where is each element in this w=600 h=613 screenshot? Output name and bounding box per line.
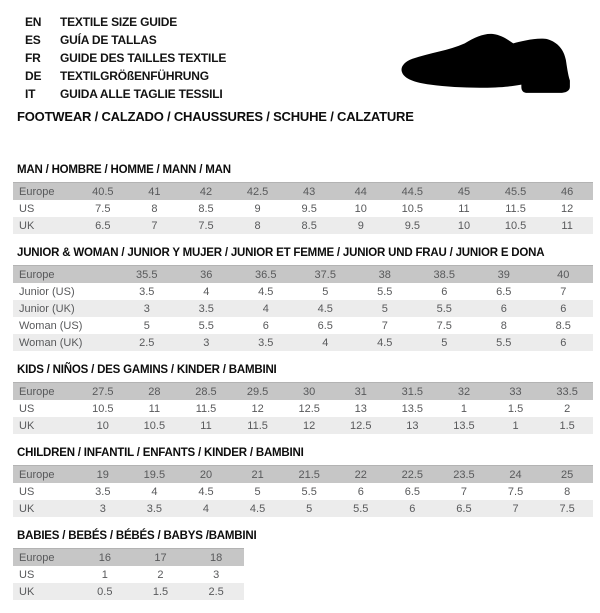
size-cell: 4.5 xyxy=(198,485,214,498)
size-cell: 13 xyxy=(354,402,367,415)
dress-shoe-icon xyxy=(400,33,580,95)
size-cell: 8.5 xyxy=(198,202,214,215)
language-title: TEXTILGRÖßENFÜHRUNG xyxy=(60,69,209,83)
size-cell: 9 xyxy=(254,202,261,215)
size-cell: 1.5 xyxy=(133,583,189,600)
size-cell: 9.5 xyxy=(387,217,439,234)
size-cell: 6.5 xyxy=(77,217,129,234)
size-cell: 3.5 xyxy=(129,500,181,517)
language-row-it xyxy=(25,85,226,103)
size-row-woman-us xyxy=(13,317,593,334)
size-cell: 2.5 xyxy=(188,583,244,600)
language-list xyxy=(25,13,226,103)
size-cell: 3.5 xyxy=(236,334,296,351)
size-cell: 6.5 xyxy=(404,485,420,498)
row-label: Europe xyxy=(13,549,77,567)
size-cell: 3 xyxy=(213,568,220,581)
size-table xyxy=(13,182,593,234)
language-code: IT xyxy=(25,87,36,101)
size-cell: 39 xyxy=(474,266,534,284)
size-cell: 4 xyxy=(296,334,356,351)
size-table-title: JUNIOR & WOMAN / JUNIOR Y MUJER / JUNIOR ET FEMME / JUNIOR UND FRAU / JUNIOR E DONA xyxy=(17,247,545,259)
row-label: Europe xyxy=(13,183,77,201)
size-cell: 12.5 xyxy=(335,417,387,434)
row-label: UK xyxy=(13,500,77,517)
size-cell: 1 xyxy=(460,402,468,415)
size-cell: 3.5 xyxy=(95,485,111,498)
size-cell: 9.5 xyxy=(301,202,317,215)
size-table xyxy=(13,265,593,351)
size-cell: 24 xyxy=(490,466,542,484)
size-cell: 36.5 xyxy=(236,266,296,284)
language-row-fr xyxy=(25,49,226,67)
size-cell: 38.5 xyxy=(415,266,475,284)
size-row-junior-us xyxy=(13,283,593,300)
size-cell: 8.5 xyxy=(555,319,571,332)
size-cell: 30 xyxy=(283,383,335,401)
size-cell: 5 xyxy=(322,285,329,298)
size-cell: 44.5 xyxy=(387,183,439,201)
language-title: GUIDA ALLE TAGLIE TESSILI xyxy=(60,87,223,101)
size-cell: 20 xyxy=(180,466,232,484)
size-cell: 11 xyxy=(180,417,232,434)
language-title: GUÍA DE TALLAS xyxy=(60,33,157,47)
size-cell: 5.5 xyxy=(335,500,387,517)
size-cell: 3 xyxy=(117,300,177,317)
size-cell: 4.5 xyxy=(355,334,415,351)
size-cell: 6 xyxy=(474,300,534,317)
size-cell: 28 xyxy=(129,383,181,401)
row-label: UK xyxy=(13,417,77,434)
size-cell: 11 xyxy=(458,202,470,215)
size-table xyxy=(13,465,593,517)
size-cell: 2 xyxy=(564,402,571,415)
size-row-us xyxy=(13,400,593,417)
size-cell: 33 xyxy=(490,383,542,401)
size-cell: 1.5 xyxy=(541,417,593,434)
size-table-section xyxy=(13,364,587,434)
size-cell: 6 xyxy=(534,334,594,351)
size-cell: 28.5 xyxy=(180,383,232,401)
language-code: EN xyxy=(25,15,42,29)
size-cell: 32 xyxy=(438,383,490,401)
language-title: TEXTILE SIZE GUIDE xyxy=(60,15,178,29)
row-label: Woman (US) xyxy=(19,319,83,332)
row-label: Woman (UK) xyxy=(13,334,117,351)
size-cell: 11.5 xyxy=(195,402,217,415)
size-cell: 43 xyxy=(283,183,335,201)
row-label: Europe xyxy=(13,266,117,284)
size-cell: 37.5 xyxy=(296,266,356,284)
row-label: Europe xyxy=(13,466,77,484)
size-cell: 21.5 xyxy=(283,466,335,484)
size-cell: 25 xyxy=(541,466,593,484)
size-cell: 5 xyxy=(143,319,150,332)
size-cell: 7.5 xyxy=(180,217,232,234)
size-table-section xyxy=(13,530,587,600)
size-cell: 10 xyxy=(354,202,367,215)
size-row-europe xyxy=(13,383,593,401)
size-table-section xyxy=(13,164,587,234)
size-cell: 7 xyxy=(460,485,468,498)
size-cell: 7 xyxy=(560,285,567,298)
size-row-uk xyxy=(13,583,244,600)
size-cell: 5 xyxy=(283,500,335,517)
size-cell: 11.5 xyxy=(232,417,284,434)
size-cell: 8 xyxy=(232,217,284,234)
size-cell: 40.5 xyxy=(77,183,129,201)
size-row-junior-uk xyxy=(13,300,593,317)
row-label: Junior (UK) xyxy=(13,300,117,317)
size-cell: 2 xyxy=(157,568,164,581)
row-label: US xyxy=(19,402,35,415)
size-cell: 4 xyxy=(236,300,296,317)
row-label: Junior (US) xyxy=(19,285,75,298)
size-cell: 4 xyxy=(151,485,158,498)
size-cell: 12.5 xyxy=(298,402,320,415)
size-cell: 0.5 xyxy=(77,583,133,600)
size-cell: 45 xyxy=(438,183,490,201)
size-cell: 2.5 xyxy=(117,334,177,351)
size-cell: 42 xyxy=(180,183,232,201)
size-cell: 31 xyxy=(335,383,387,401)
size-cell: 9 xyxy=(335,217,387,234)
row-label: US xyxy=(19,202,35,215)
size-cell: 6.5 xyxy=(438,500,490,517)
row-label: Europe xyxy=(13,383,77,401)
size-cell: 7 xyxy=(381,319,388,332)
language-code: DE xyxy=(25,69,42,83)
size-cell: 4.5 xyxy=(296,300,356,317)
size-cell: 10.5 xyxy=(129,417,181,434)
size-cell: 5 xyxy=(355,300,415,317)
size-cell: 7.5 xyxy=(95,202,111,215)
size-table-title: KIDS / NIÑOS / DES GAMINS / KINDER / BAMBINI xyxy=(17,364,277,376)
size-row-us xyxy=(13,200,593,217)
size-cell: 19 xyxy=(77,466,129,484)
size-cell: 31.5 xyxy=(387,383,439,401)
size-cell: 7.5 xyxy=(436,319,452,332)
size-cell: 7 xyxy=(129,217,181,234)
size-cell: 45.5 xyxy=(490,183,542,201)
size-cell: 5.5 xyxy=(301,485,317,498)
size-row-us xyxy=(13,566,244,583)
size-cell: 11.5 xyxy=(505,202,526,215)
size-table xyxy=(13,548,244,600)
size-cell: 8 xyxy=(151,202,158,215)
row-label: US xyxy=(19,568,35,581)
size-cell: 21 xyxy=(232,466,284,484)
size-cell: 6 xyxy=(387,500,439,517)
size-cell: 19.5 xyxy=(129,466,181,484)
size-cell: 46 xyxy=(541,183,593,201)
size-cell: 4.5 xyxy=(258,285,274,298)
size-cell: 12 xyxy=(561,202,574,215)
size-cell: 27.5 xyxy=(77,383,129,401)
size-cell: 8 xyxy=(500,319,507,332)
size-cell: 4 xyxy=(203,285,210,298)
size-cell: 5.5 xyxy=(474,334,534,351)
size-cell: 17 xyxy=(133,549,189,567)
size-cell: 18 xyxy=(188,549,244,567)
size-cell: 5 xyxy=(254,485,261,498)
size-cell: 6 xyxy=(357,485,364,498)
language-code: FR xyxy=(25,51,41,65)
size-cell: 11 xyxy=(541,217,593,234)
size-cell: 7.5 xyxy=(507,485,524,498)
language-row-en xyxy=(25,13,226,31)
size-cell: 8.5 xyxy=(283,217,335,234)
size-cell: 22.5 xyxy=(387,466,439,484)
size-cell: 12 xyxy=(251,402,264,415)
size-cell: 13.5 xyxy=(438,417,490,434)
size-row-europe xyxy=(13,549,244,567)
size-table-section xyxy=(13,247,587,351)
size-cell: 10.5 xyxy=(401,202,424,215)
size-row-us xyxy=(13,483,593,500)
size-cell: 3 xyxy=(177,334,237,351)
size-cell: 5.5 xyxy=(198,319,214,332)
size-cell: 22 xyxy=(335,466,387,484)
size-cell: 3.5 xyxy=(177,300,237,317)
size-table-title: CHILDREN / INFANTIL / ENFANTS / KINDER / BAMBINI xyxy=(17,447,304,459)
language-row-es xyxy=(25,31,226,49)
size-row-europe xyxy=(13,183,593,201)
size-cell: 35.5 xyxy=(117,266,177,284)
language-row-de xyxy=(25,67,226,85)
size-cell: 12 xyxy=(283,417,335,434)
language-code: ES xyxy=(25,33,41,47)
size-cell: 4 xyxy=(180,500,232,517)
size-cell: 3 xyxy=(77,500,129,517)
size-cell: 1.5 xyxy=(507,402,524,415)
size-cell: 11 xyxy=(148,402,161,415)
size-row-uk xyxy=(13,217,593,234)
size-cell: 36 xyxy=(177,266,237,284)
size-cell: 13.5 xyxy=(401,402,424,415)
size-cell: 3.5 xyxy=(139,285,155,298)
category-heading: FOOTWEAR / CALZADO / CHAUSSURES / SCHUHE / CALZATURE xyxy=(17,109,414,124)
size-table-title: BABIES / BEBÉS / BÉBÉS / BABYS /BAMBINI xyxy=(17,530,257,542)
size-cell: 41 xyxy=(129,183,181,201)
size-cell: 6.5 xyxy=(496,285,512,298)
row-label: UK xyxy=(13,217,77,234)
size-row-uk xyxy=(13,500,593,517)
size-cell: 13 xyxy=(387,417,439,434)
size-cell: 10 xyxy=(438,217,490,234)
size-cell: 10.5 xyxy=(490,217,542,234)
size-cell: 44 xyxy=(335,183,387,201)
size-table-title: MAN / HOMBRE / HOMME / MANN / MAN xyxy=(17,164,231,176)
row-label: UK xyxy=(13,583,77,600)
size-cell: 8 xyxy=(564,485,571,498)
size-cell: 10 xyxy=(77,417,129,434)
size-cell: 16 xyxy=(77,549,133,567)
row-label: US xyxy=(19,485,35,498)
size-cell: 5.5 xyxy=(377,285,393,298)
size-cell: 5 xyxy=(415,334,475,351)
size-cell: 38 xyxy=(355,266,415,284)
size-row-europe xyxy=(13,266,593,284)
size-cell: 6 xyxy=(534,300,594,317)
size-cell: 23.5 xyxy=(438,466,490,484)
size-cell: 4.5 xyxy=(232,500,284,517)
size-cell: 40 xyxy=(534,266,594,284)
size-row-uk xyxy=(13,417,593,434)
size-cell: 7 xyxy=(490,500,542,517)
language-title: GUIDE DES TAILLES TEXTILE xyxy=(60,51,227,65)
size-cell: 33.5 xyxy=(541,383,593,401)
size-cell: 29.5 xyxy=(232,383,284,401)
size-cell: 42.5 xyxy=(232,183,284,201)
size-cell: 6 xyxy=(262,319,269,332)
size-table-section xyxy=(13,447,587,517)
size-cell: 10.5 xyxy=(92,402,114,415)
size-row-europe xyxy=(13,466,593,484)
size-row-woman-uk xyxy=(13,334,593,351)
size-cell: 6.5 xyxy=(317,319,333,332)
size-cell: 7.5 xyxy=(541,500,593,517)
size-cell: 1 xyxy=(101,568,108,581)
size-tables xyxy=(13,164,587,613)
size-table xyxy=(13,382,593,434)
size-cell: 5.5 xyxy=(415,300,475,317)
size-cell: 1 xyxy=(490,417,542,434)
size-cell: 6 xyxy=(441,285,448,298)
